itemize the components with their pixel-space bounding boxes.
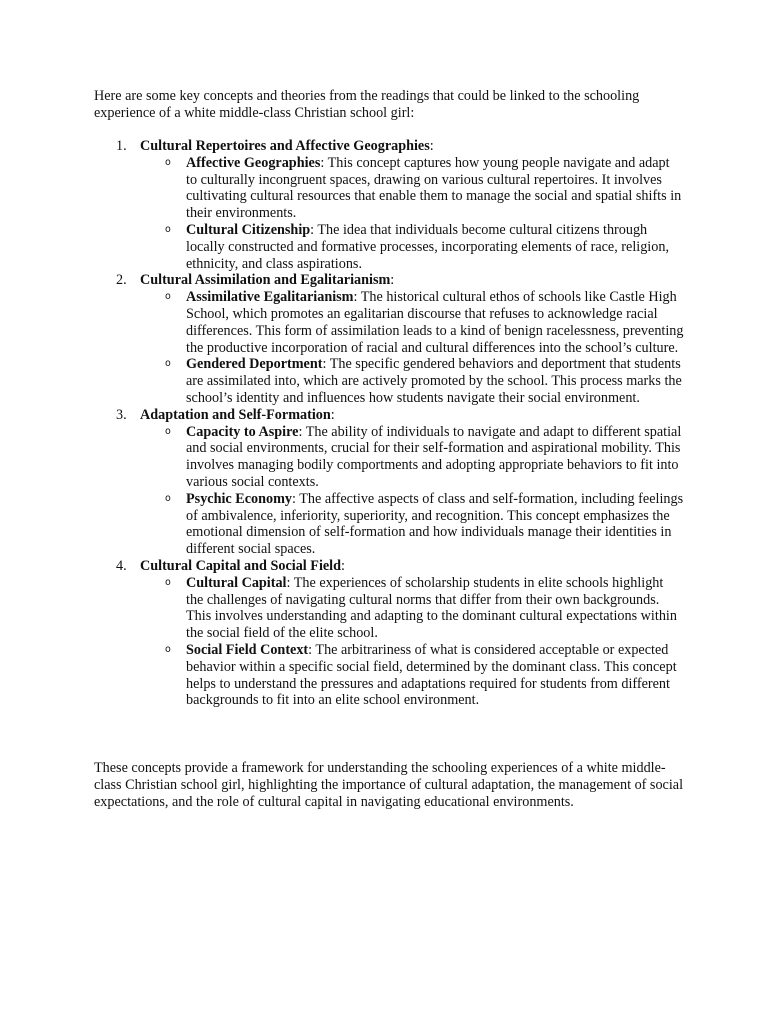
concept-term: Assimilative Egalitarianism [186,289,354,306]
section-title: Cultural Repertoires and Affective Geographies [140,138,430,154]
intro-paragraph: Here are some key concepts and theories from the readings that could be linked to the schooling experience of a white middle-class Christian school girl: [94,88,640,121]
concept-term: Social Field Context [186,641,309,658]
list-item: o Gendered Deportment: The specific gendered behaviors and deportment that students are assimilated into, which are actively promoted by the school. This process marks the school’s identity and influences how students navigate their social environment. [165,356,682,406]
section-title: Adaptation and Self-Formation [140,406,331,423]
concept-description: This concept captures how young people navigate and adapt to culturally incongruent spaces, drawing on various cultural repertoires. It involves cultivating cultural resources that enable them to manage the social and spatial shifts in their environments. [186,154,682,222]
section-number: 4. [116,557,127,574]
conclusion-paragraph: These concepts provide a framework for understanding the schooling experiences of a white middle-class Christian school girl, highlighting the importance of cultural adaptation, the management of social expectations, and the role of cultural capital in navigating educational environments. [94,760,684,810]
concept-description: The ability of individuals to navigate and adapt to different spatial and social environments, crucial for their self-formation and aspirational mobility. This involves managing bodily comportments and adopting appropriate behaviors to fit into various social contexts. [186,423,682,490]
concept-description: The historical cultural ethos of schools like Castle High School, which promotes an egalitarian discourse that refuses to acknowledge racial differences. This form of assimilation leads to a kind of benign racelessness, preventing the productive incorporation of racial and cultural differences into the school’s culture. [186,289,684,356]
bullet-icon: o [165,156,171,168]
concept-term: Capacity to Aspire [186,423,299,440]
concept-term: Gendered Deportment [186,356,323,373]
section-1: 1. Cultural Repertoires and Affective Geographies: o Affective Geographies: This concept captures how young people navigate and adapt to culturally incongruent spaces, drawing on various cultural repertoires. It involves cultivating cultural resources that enable them to manage the social and spatial shifts in their environments. o Cultural Citizenship: The idea that individuals become cultural citizens through locally constructed and formative processes, incorporating elements of race, religion, ethnicity, and class aspirations. [94,138,684,272]
section-3: 3. Adaptation and Self-Formation: o Capacity to Aspire: The ability of individuals to navigate and adapt to different spatial and social environments, crucial for their self-formation and aspirational mobility. This involves managing bodily comportments and adopting appropriate behaviors to fit into various social contexts. o Psychic Economy: The affective aspects of class and self-formation, including feelings of ambivalence, inferiority, superiority, and recognition. This concept emphasizes the emotional dimension of self-formation and how individuals manage their identities in different social spaces. [116,406,684,558]
bullet-icon: o [165,425,171,437]
bullet-icon: o [165,223,171,235]
list-item: o Cultural Capital: The experiences of scholarship students in elite schools highlight the challenges of navigating cultural norms that differ from their own backgrounds. This involves understanding and adapting to the dominant cultural expectations within the social field of the elite school. [165,574,677,642]
list-item: o Social Field Context: The arbitrariness of what is considered acceptable or expected behavior within a specific social field, determined by the dominant class. This concept helps to understand the pressures and adaptations required for students from different backgrounds to fit into an elite school environment. [165,641,677,709]
concept-outline [94,138,684,709]
concept-term: Psychic Economy [186,490,293,507]
list-item: o Affective Geographies: This concept captures how young people navigate and adapt to culturally incongruent spaces, drawing on various cultural repertoires. It involves cultivating cultural resources that enable them to manage the social and spatial shifts in their environments. [165,154,682,222]
section-title: Cultural Capital and Social Field [140,557,342,574]
bullet-icon: o [165,291,171,303]
concept-description: The idea that individuals become cultural citizens through locally constructed and formative processes, incorporating elements of race, religion, ethnicity, and class aspirations. [186,221,669,272]
concept-description: The experiences of scholarship students in elite schools highlight the challenges of navigating cultural norms that differ from their own backgrounds. This involves understanding and adapting to the dominant cultural expectations within the social field of the elite school. [186,574,677,642]
list-item: o Psychic Economy: The affective aspects of class and self-formation, including feelings of ambivalence, inferiority, superiority, and recognition. This concept emphasizes the emotional dimension of self-formation and how individuals manage their identities in different social spaces. [165,490,684,558]
section-number: 1. [116,138,127,154]
list-item: o Assimilative Egalitarianism: The historical cultural ethos of schools like Castle High School, which promotes an egalitarian discourse that refuses to acknowledge racial differences. This form of assimilation leads to a kind of benign racelessness, preventing the productive incorporation of racial and cultural differences into the school’s culture. [165,289,684,356]
concept-description: The affective aspects of class and self-formation, including feelings of ambivalence, inferiority, superiority, and recognition. This concept emphasizes the emotional dimension of self-formation and how individuals manage their identities in different social spaces. [186,490,684,558]
section-title: Cultural Assimilation and Egalitarianism [140,272,391,289]
bullet-icon: o [165,643,171,655]
section-2: 2. Cultural Assimilation and Egalitarianism: o Assimilative Egalitarianism: The historical cultural ethos of schools like Castle High School, which promotes an egalitarian discourse that refuses to acknowledge racial differences. This form of assimilation leads to a kind of benign racelessness, preventing the productive incorporation of racial and cultural differences into the school’s culture. o Gendered Deportment: The specific gendered behaviors and deportment that students are assimilated into, which are actively promoted by the school. This process marks the school’s identity and influences how students navigate their social environment. [116,272,684,406]
section-4: 4. Cultural Capital and Social Field: o Cultural Capital: The experiences of scholarship students in elite schools highlight the challenges of navigating cultural norms that differ from their own backgrounds. This involves understanding and adapting to the dominant cultural expectations within the social field of the elite school. o Social Field Context: The arbitrariness of what is considered acceptable or expected behavior within a specific social field, determined by the dominant class. This concept helps to understand the pressures and adaptations required for students from different backgrounds to fit into an elite school environment. [94,558,684,709]
concept-description: The arbitrariness of what is considered acceptable or expected behavior within a specific social field, determined by the dominant class. This concept helps to understand the pressures and adaptations required for students from different backgrounds to fit into an elite school environment. [186,641,677,709]
list-item: o Cultural Citizenship: The idea that individuals become cultural citizens through locally constructed and formative processes, incorporating elements of race, religion, ethnicity, and class aspirations. [165,221,669,272]
bullet-icon: o [165,492,171,504]
concept-term: Affective Geographies [186,154,321,171]
bullet-icon: o [165,358,171,370]
section-number: 3. [116,406,127,423]
concept-term: Cultural Capital [186,574,287,591]
bullet-icon: o [165,576,171,588]
section-number: 2. [116,272,127,289]
concept-description: The specific gendered behaviors and deportment that students are assimilated into, which are actively promoted by the school. This process marks the school’s identity and influences how students navigate their social environment. [186,356,682,406]
list-item: o Capacity to Aspire: The ability of individuals to navigate and adapt to different spatial and social environments, crucial for their self-formation and aspirational mobility. This involves managing bodily comportments and adopting appropriate behaviors to fit into various social contexts. [165,423,682,490]
concept-term: Cultural Citizenship [186,221,311,238]
